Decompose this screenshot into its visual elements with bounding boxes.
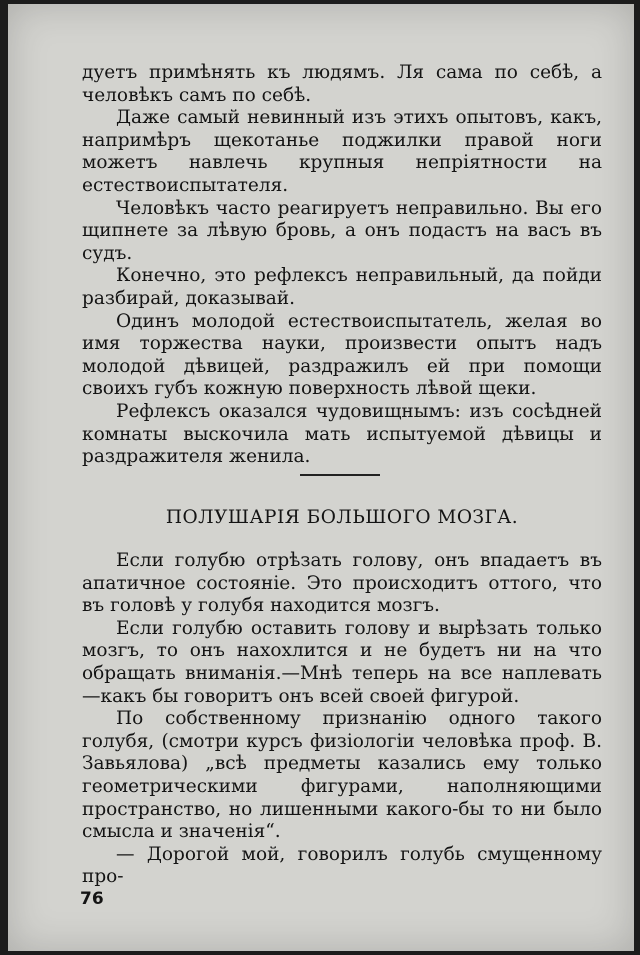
section-divider	[300, 474, 380, 476]
paragraph: По собственному признанію одного такого голубя, (смотри курсъ физіологіи человѣка проф. В. Завьялова) „всѣ предметы казались ему только геометрическими фигурами, наполняющими пространство, но лишенными какого-бы то ни было смысла и значенія“.	[82, 708, 602, 843]
bottom-text-section	[82, 550, 602, 889]
paragraph-continuation: дуетъ примѣнять къ людямъ. Ля сама по себѣ, а человѣкъ самъ по себѣ.	[82, 62, 602, 106]
paragraph: Рефлексъ оказался чудовищнымъ: изъ сосѣдней комнаты выскочила мать испытуемой дѣвицы и раздражителя женила.	[82, 400, 602, 468]
section-heading: ПОЛУШАРІЯ БОЛЬШОГО МОЗГА.	[165, 507, 519, 528]
paragraph: Человѣкъ часто реагируетъ неправильно. Вы его щипнете за лѣвую бровь, а онъ подастъ на васъ въ судъ.	[82, 197, 602, 264]
paragraph: Если голубю отрѣзать голову, онъ впадаетъ въ апатичное состояніе. Это происходитъ оттого, что въ головѣ у голубя находится мозгъ.	[82, 550, 602, 617]
paragraph: Если голубю оставить голову и вырѣзать только мозгъ, то онъ нахохлится и не будетъ ни на что обращать вниманія.—Мнѣ теперь на все наплевать—какъ бы говоритъ онъ всей своей фигурой.	[82, 617, 602, 707]
book-page	[8, 4, 634, 951]
top-text-section	[82, 62, 602, 469]
paragraph: Даже самый невинный изъ этихъ опытовъ, какъ, напримѣръ щекотанье поджилки правой ноги можетъ навлечь крупныя непріятности на естествоиспытателя.	[82, 107, 602, 196]
page-number: 76	[80, 889, 104, 909]
paragraph: Одинъ молодой естествоиспытатель, желая во имя торжества науки, произвести опытъ надъ молодой дѣвицей, раздражилъ ей при помощи своихъ губъ кожную поверхность лѣвой щеки.	[82, 310, 602, 400]
paragraph: Конечно, это рефлексъ неправильный, да пойди разбирай, доказывай.	[82, 265, 602, 309]
paragraph: — Дорогой мой, говорилъ голубь смущенному про-	[82, 843, 602, 888]
